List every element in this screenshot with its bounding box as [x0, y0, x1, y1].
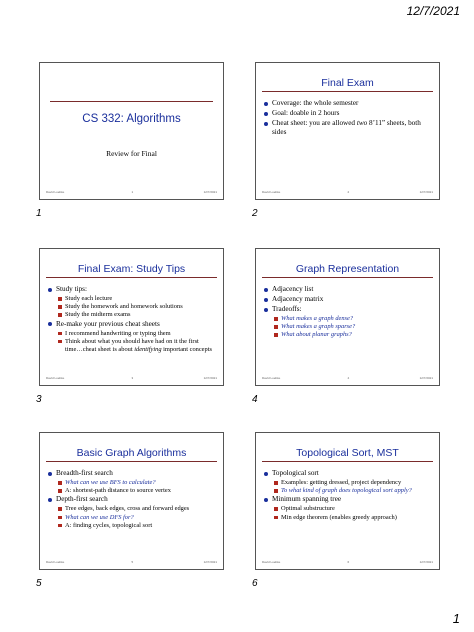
bullet: Study tips: [48, 285, 217, 294]
sub-bullet: A: finding cycles, topological sort [48, 522, 217, 530]
slide-number: 6 [252, 578, 258, 589]
slide-number: 2 [252, 208, 258, 219]
footer-author: David Luebke [262, 376, 281, 380]
bullet: Tradeoffs: [264, 305, 433, 314]
bullet: Adjacency list [264, 285, 433, 294]
sub-bullet: Tree edges, back edges, cross and forward edges [48, 505, 217, 513]
slide-number: 4 [252, 394, 258, 405]
footer-author: David Luebke [46, 190, 65, 194]
slide-4 [252, 248, 440, 405]
slide-title: Final Exam [262, 75, 433, 92]
sub-bullet: A: shortest-path distance to source vertex [48, 487, 217, 495]
sub-bullet: Study the homework and homework solutions [48, 303, 217, 311]
slide-footer [46, 376, 217, 381]
slide-title: Final Exam: Study Tips [46, 261, 217, 278]
footer-number: 6 [347, 560, 350, 564]
slide-title: Graph Representation [262, 261, 433, 278]
slide-frame [255, 432, 440, 570]
footer-date: 12/7/2021 [419, 376, 433, 380]
sub-bullet: Examples: getting dressed, project dependency [264, 479, 433, 487]
bullet: Minimum spanning tree [264, 495, 433, 504]
slide-frame [255, 62, 440, 200]
bullet: Breadth-first search [48, 469, 217, 478]
footer-date: 12/7/2021 [203, 560, 217, 564]
slide-body [264, 99, 433, 138]
footer-number: 2 [347, 190, 350, 194]
slide-frame [39, 432, 224, 570]
sub-bullet: Optimal substructure [264, 505, 433, 513]
slide-2 [252, 62, 440, 219]
footer-date: 12/7/2021 [419, 190, 433, 194]
slide-title: Topological Sort, MST [262, 445, 433, 462]
slide-1 [36, 62, 224, 219]
sub-bullet: Study the midterm exams [48, 311, 217, 319]
sub-bullet: To what kind of graph does topological sort apply? [264, 487, 433, 495]
slide-body [48, 285, 217, 354]
slide-title: Basic Graph Algorithms [46, 445, 217, 462]
slide-body [48, 469, 217, 530]
bullet: Goal: doable in 2 hours [264, 109, 433, 118]
slide-footer [46, 190, 217, 195]
slide-big-title: CS 332: Algorithms [82, 113, 181, 125]
sub-bullet: Min edge theorem (enables greedy approach) [264, 514, 433, 522]
sub-bullet: I recommend handwriting or typing them [48, 330, 217, 338]
bullet: Coverage: the whole semester [264, 99, 433, 108]
slide-3 [36, 248, 224, 405]
footer-number: 4 [347, 376, 350, 380]
bullet: Re-make your previous cheat sheets [48, 320, 217, 329]
footer-date: 12/7/2021 [203, 190, 217, 194]
slide-footer [262, 190, 433, 195]
bullet: Topological sort [264, 469, 433, 478]
sub-bullet: Think about what you should have had on it the first time…cheat sheet is about identifying important concepts [48, 338, 217, 354]
slide-5 [36, 432, 224, 589]
bullet: Adjacency matrix [264, 295, 433, 304]
footer-author: David Luebke [46, 560, 65, 564]
sub-bullet: What can we use DFS for? [48, 514, 217, 522]
footer-number: 1 [131, 190, 134, 194]
slide-frame [39, 62, 224, 200]
sub-bullet: What can we use BFS to calculate? [48, 479, 217, 487]
sub-bullet: What makes a graph dense? [264, 315, 433, 323]
slide-frame [255, 248, 440, 386]
slide-number: 3 [36, 394, 42, 405]
footer-date: 12/7/2021 [419, 560, 433, 564]
footer-author: David Luebke [262, 560, 281, 564]
slide-number: 1 [36, 208, 42, 219]
footer-number: 3 [131, 376, 134, 380]
sub-bullet: What about planar graphs? [264, 331, 433, 339]
footer-author: David Luebke [46, 376, 65, 380]
slide-footer [46, 560, 217, 565]
slide-number: 5 [36, 578, 42, 589]
footer-author: David Luebke [262, 190, 281, 194]
footer-date: 12/7/2021 [203, 376, 217, 380]
title-rule [50, 101, 213, 102]
slide-6 [252, 432, 440, 589]
page-number: 1 [452, 611, 460, 626]
page-date: 12/7/2021 [406, 4, 460, 18]
bullet: Depth-first search [48, 495, 217, 504]
slide-frame [39, 248, 224, 386]
sub-bullet: What makes a graph sparse? [264, 323, 433, 331]
slide-body [264, 285, 433, 340]
bullet: Cheat sheet: you are allowed two 8’11” sheets, both sides [264, 119, 433, 137]
sub-bullet: Study each lecture [48, 295, 217, 303]
slide-footer [262, 376, 433, 381]
slide-body [264, 469, 433, 522]
slide-subtitle: Review for Final [106, 149, 157, 158]
footer-number: 5 [131, 560, 134, 564]
slide-footer [262, 560, 433, 565]
